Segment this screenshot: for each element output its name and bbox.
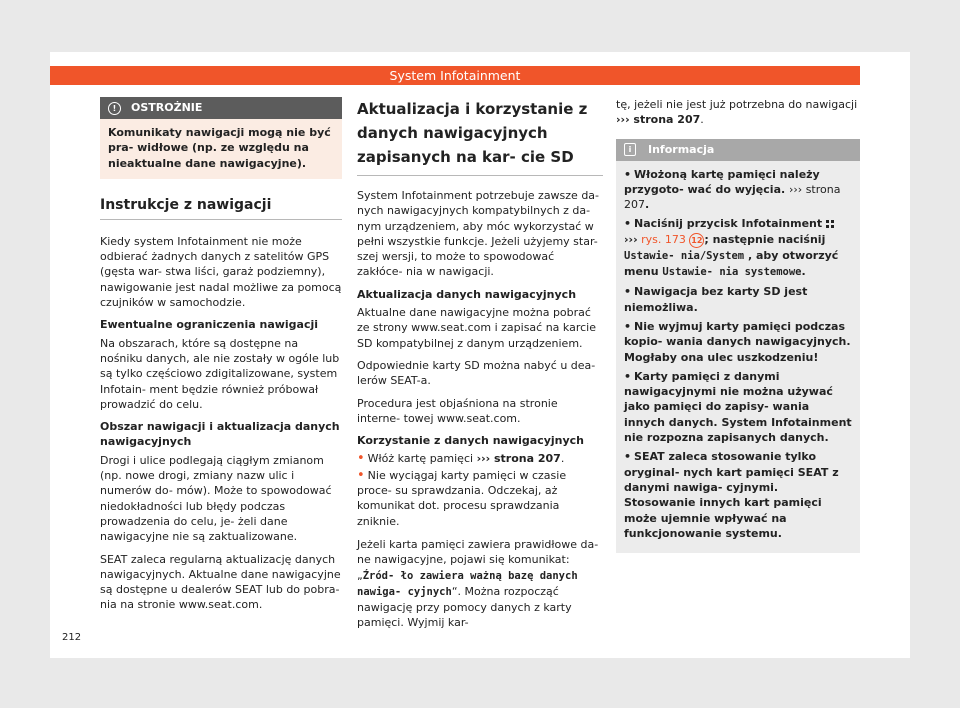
paragraph: Drogi i ulice podlegają ciągłym zmianom (np. nowe drogi, zmiany nazw ulic i numerów do- mów). Może to spowodować niedokładności lub błędy podczas prowadzenia do celu, je- żeli dane nawigacyjne nie są zaktualizowane. [100,453,332,544]
information-body [616,161,860,554]
step-list [357,451,603,528]
page-number: 212 [62,632,82,643]
column-left [100,97,342,620]
warning-icon: ! [108,102,121,115]
page-reference-link[interactable]: ››› strona 207 [624,182,841,212]
list-item: • Nie wyjmuj karty pamięci podczas kopio- wania danych nawigacyjnych. Mogłaby ona ulec uszkodzeniu! [624,319,851,364]
paragraph: Jeżeli karta pamięci zawiera prawidłowe da- ne nawigacyjne, pojawi się komunikat: „Źród- ło zawiera ważną bazę danych nawiga- cyjnych“. Można rozpocząć nawigację przy pomocy danych z karty pamięci. Wyjmij kar- [357,537,599,630]
info-icon: i [624,143,636,156]
list-item: • Karty pamięci z danymi nawigacyjnymi nie można używać jako pamięci do zapisy- wania innych danych. System Infotainment nie rozpozna zapisanych danych. [624,369,852,445]
message-text: Źród- ło zawiera ważną bazę danych nawiga- cyjnych [357,569,578,598]
bullet-icon: • [624,217,632,231]
paragraph: SEAT zaleca regularną aktualizację danych nawigacyjnych. Aktualne dane nawigacyjne są dostępne u dealerów SEAT lub do pobra- nia na stronie www.seat.com. [100,552,341,612]
warning-title: OSTROŻNIE [131,101,203,114]
list-item: • Nawigacja bez karty SD jest niemożliwa. [624,285,808,314]
bullet-icon: • [624,319,632,333]
subheading: Ewentualne ograniczenia nawigacji [100,318,319,332]
paragraph: tę, jeżeli nie jest już potrzebna do nawigacji ››› strona 207. [616,98,858,127]
section-title-sd-card: Aktualizacja i korzystanie z danych nawigacyjnych zapisanych na kar- cie SD [357,97,603,176]
list-item: • SEAT zaleca stosowanie tylko oryginal- nych kart pamięci SEAT z danymi nawiga- cyjnymi. Stosowanie innych kart pamięci może ujemnie wpływać na funkcjonowanie systemu. [624,450,839,540]
bullet-icon: • [624,369,632,383]
information-title: Informacja [648,142,715,156]
subheading: Korzystanie z danych nawigacyjnych [357,434,585,448]
list-item: • Włóż kartę pamięci ››› strona 207. [357,451,565,467]
page-reference-link[interactable]: ››› strona 207 [616,113,701,127]
information-list [624,167,852,542]
paragraph: Aktualne dane nawigacyjne można pobrać ze strony www.seat.com i zapisać na karcie SD kompatybilnej z danym urządzeniem. [357,306,596,350]
page-reference-link[interactable]: ››› strona 207 [476,452,561,466]
warning-box [100,97,342,179]
warning-text: Komunikaty nawigacji mogą nie być pra- widłowe (np. ze względu na nieaktualne dane nawigacyjne). [108,126,331,170]
paragraph: Na obszarach, które są dostępne na nośniku danych, ale nie zostały w ogóle lub są tylko częściowo zdigitalizowane, system Infotain- ment będzie również próbował prowadzić do celu. [100,336,340,411]
paragraph: Procedura jest objaśniona na stronie interne- towej www.seat.com. [357,396,558,425]
warning-header [100,97,342,119]
column-right [616,97,860,553]
list-item: • Naciśnij przycisk Infotainment ››› rys. 173 12 ; następnie naciśnij Ustawie- nia/System , aby otworzyć menu Ustawie- nia systemowe. [624,217,839,279]
figure-reference-link[interactable]: rys. 173 [637,232,690,246]
paragraph: Odpowiednie karty SD można nabyć u dea- lerów SEAT-a. [357,358,596,388]
subheading: Aktualizacja danych nawigacyjnych [357,287,577,301]
bullet-icon: • [357,467,365,483]
subheading: Obszar nawigacji i aktualizacja danych nawigacyjnych [100,420,340,449]
information-box [616,139,860,554]
paragraph: System Infotainment potrzebuje zawsze da- nych nawigacyjnych kompatybilnych z da- nym urządzeniem, aby móc wykorzystać w pełni wszystkie funkcje. Jeżeli użyjemy star- szej wersji, to może to spowodować zakłóce- nia w nawigacji. [357,189,600,279]
menu-path-text: Ustawie- nia/System [624,249,745,262]
bullet-icon: • [624,167,632,181]
list-item: • Włożoną kartę pamięci należy przygoto- wać do wyjęcia. ››› strona 207. [624,167,841,212]
bullet-icon: • [624,285,632,299]
list-item: • Nie wyciągaj karty pamięci w czasie proce- su sprawdzania. Odczekaj, aż komunikat dot. procesu sprawdzania zniknie. [357,467,567,528]
information-header [616,139,860,161]
menu-grid-icon [826,220,834,228]
menu-name-text: Ustawie- nia systemowe [662,266,802,279]
chapter-header: System Infotainment [50,66,860,85]
bullet-icon: • [357,451,365,467]
callout-number: 12 [689,233,704,248]
paragraph: Kiedy system Infotainment nie może odbierać żadnych danych z satelitów GPS (gęsta war- stwa liści, garaż podziemny), nawigowanie jest nadal możliwe za pomocą czujników w samochodzie. [100,234,342,310]
section-title-navigation-instructions: Instrukcje z nawigacji [100,197,342,220]
column-middle [357,97,603,638]
bullet-icon: • [624,450,632,464]
